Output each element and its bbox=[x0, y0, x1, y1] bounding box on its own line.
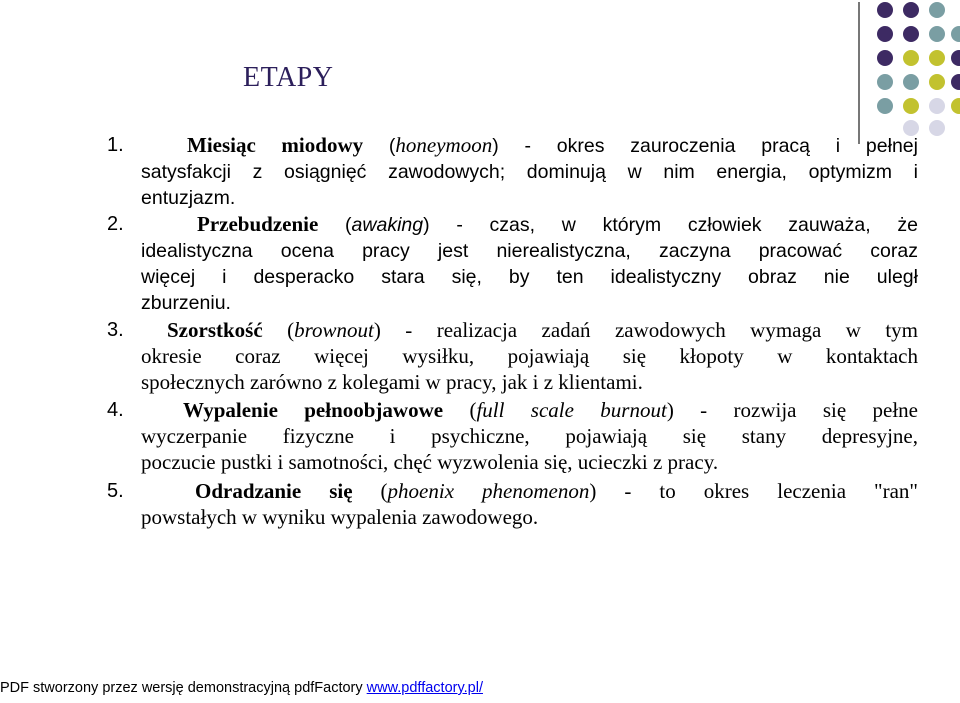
item-term: Odradzanie się bbox=[195, 479, 353, 503]
item-line: idealistyczna ocena pracy jest nierealistyczna, zaczyna pracować coraz bbox=[141, 240, 918, 262]
item-line: Miesiąc miodowy (honeymoon) - okres zauroczenia pracą i pełnej bbox=[187, 133, 918, 157]
item-term-english: phoenix phenomenon bbox=[387, 479, 590, 503]
item-line: poczucie pustki i samotności, chęć wyzwolenia się, ucieczki z pracy. bbox=[141, 450, 719, 474]
decor-dot bbox=[951, 98, 960, 114]
item-term-english: honeymoon bbox=[395, 133, 493, 157]
decor-dot bbox=[877, 74, 893, 90]
item-line: wyczerpanie fizyczne i psychiczne, pojawiają się stany depresyjne, bbox=[141, 424, 918, 448]
decor-dot bbox=[877, 50, 893, 66]
decorative-dots bbox=[0, 0, 960, 140]
decor-dot bbox=[903, 2, 919, 18]
decor-dot bbox=[929, 2, 945, 18]
decor-dot bbox=[951, 50, 960, 66]
pdf-watermark-footer bbox=[0, 680, 483, 696]
item-line: powstałych w wyniku wypalenia zawodowego. bbox=[141, 505, 539, 529]
item-line: Szorstkość (brownout) - realizacja zadań zawodowych wymaga w tym bbox=[167, 318, 918, 342]
item-line: okresie coraz więcej wysiłku, pojawiają się kłopoty w kontaktach bbox=[141, 344, 918, 368]
decor-dot bbox=[903, 26, 919, 42]
item-text bbox=[141, 478, 918, 530]
item-term-english: awaking bbox=[351, 214, 424, 236]
item-line-text: - okres zauroczenia pracą i pełnej bbox=[498, 135, 918, 157]
decor-dot bbox=[929, 120, 945, 136]
footer-text: PDF stworzony przez wersję demonstracyjną pdfFactory bbox=[0, 680, 367, 696]
decor-dot bbox=[877, 2, 893, 18]
item-number: 1. bbox=[107, 134, 124, 156]
item-line: więcej i desperacko stara się, by ten idealistyczny obraz nie uległ bbox=[141, 266, 918, 288]
item-text bbox=[141, 317, 918, 395]
decor-dot bbox=[903, 74, 919, 90]
item-term: Wypalenie pełnoobjawowe bbox=[183, 398, 444, 422]
decor-dot bbox=[877, 26, 893, 42]
item-term-english: brownout bbox=[294, 318, 374, 342]
decor-dot bbox=[903, 98, 919, 114]
decor-dot bbox=[929, 26, 945, 42]
item-term-english: full scale burnout bbox=[476, 398, 667, 422]
item-line: entuzjazm. bbox=[141, 187, 236, 209]
item-number: 3. bbox=[107, 319, 124, 341]
item-line-text: - to okres leczenia "ran" bbox=[596, 479, 919, 503]
item-line: społecznych zarówno z kolegami w pracy, jak i z klientami. bbox=[141, 370, 643, 394]
decor-dot bbox=[951, 74, 960, 90]
item-term: Miesiąc miodowy bbox=[187, 133, 364, 157]
item-line-text: - czas, w którym człowiek zauważa, że bbox=[429, 214, 918, 236]
item-text bbox=[141, 132, 918, 211]
item-number: 5. bbox=[107, 480, 124, 502]
item-line-text: - realizacja zadań zawodowych wymaga w tym bbox=[380, 318, 918, 342]
item-text bbox=[141, 211, 918, 316]
decor-dot bbox=[929, 74, 945, 90]
item-number: 2. bbox=[107, 213, 124, 235]
item-line: Przebudzenie (awaking) - czas, w którym człowiek zauważa, że bbox=[197, 212, 918, 236]
item-number: 4. bbox=[107, 399, 124, 421]
item-line: Odradzanie się (phoenix phenomenon) - to okres leczenia "ran" bbox=[195, 479, 919, 503]
decor-dot bbox=[951, 26, 960, 42]
item-line: zburzeniu. bbox=[141, 292, 231, 314]
decor-dot bbox=[903, 50, 919, 66]
decor-dot bbox=[877, 98, 893, 114]
footer-link[interactable]: www.pdffactory.pl/ bbox=[366, 680, 483, 696]
item-line: satysfakcji z osiągnięć zawodowych; dominują w nim energia, optymizm i bbox=[141, 161, 918, 183]
decor-dot bbox=[929, 50, 945, 66]
item-line: Wypalenie pełnoobjawowe (full scale burnout) - rozwija się pełne bbox=[183, 398, 919, 422]
decor-dot bbox=[929, 98, 945, 114]
decor-divider-line bbox=[858, 2, 860, 144]
item-line-text: - rozwija się pełne bbox=[673, 398, 919, 422]
item-text bbox=[141, 397, 918, 475]
item-term: Szorstkość bbox=[167, 318, 263, 342]
item-term: Przebudzenie bbox=[197, 212, 319, 236]
slide-title: ETAPY bbox=[243, 62, 334, 93]
